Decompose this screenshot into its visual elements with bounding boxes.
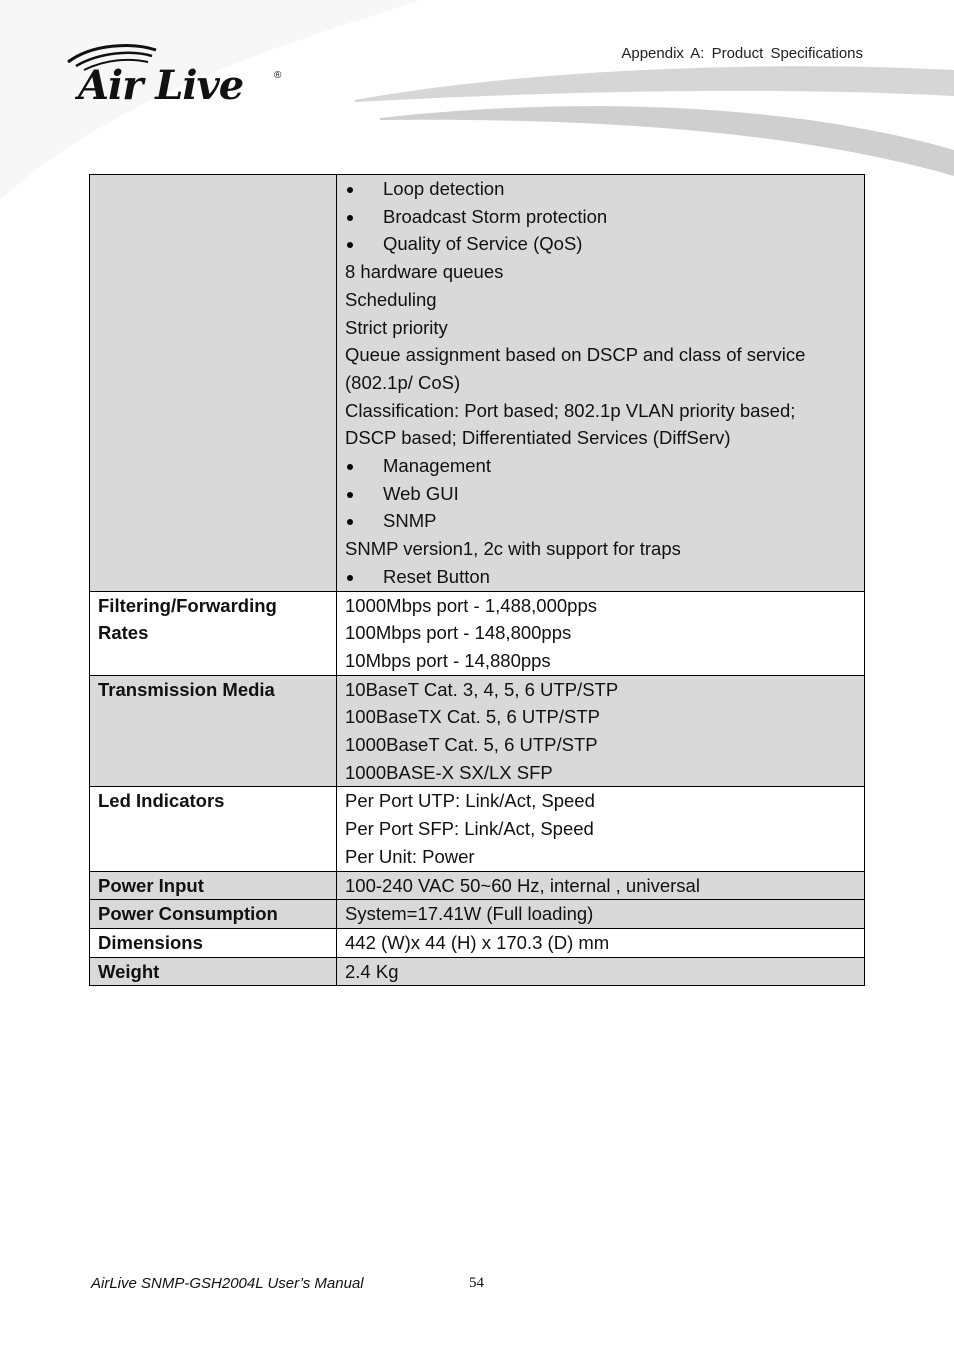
spec-label-cell — [90, 900, 337, 929]
feature-bullet-item: Loop detection — [345, 175, 856, 203]
spec-label: Power Consumption — [98, 903, 278, 925]
spec-value-cell — [337, 175, 865, 592]
spec-value-cell — [337, 928, 865, 957]
logo-wordmark: Air Live — [78, 62, 244, 109]
spec-value-cell — [337, 787, 865, 871]
footer-page-number: 54 — [469, 1275, 484, 1291]
spec-row — [90, 928, 865, 957]
spec-value: Per Unit: Power — [345, 845, 475, 867]
feature-detail-line: DSCP based; Differentiated Services (DiffServ) — [345, 427, 731, 449]
spec-label: Dimensions — [98, 931, 203, 953]
spec-row — [90, 900, 865, 929]
spec-label: Power Input — [98, 874, 204, 896]
spec-value-cell — [337, 675, 865, 787]
spec-value: Per Port UTP: Link/Act, Speed — [345, 790, 595, 812]
feature-bullet-item: SNMP — [345, 507, 856, 535]
spec-row-features — [90, 175, 865, 592]
spec-value: 100-240 VAC 50~60 Hz, internal , universal — [345, 874, 700, 896]
spec-table — [89, 174, 865, 986]
feature-detail-line: 8 hardware queues — [345, 261, 504, 283]
spec-value: 100BaseTX Cat. 5, 6 UTP/STP — [345, 706, 600, 728]
airlive-logo — [62, 40, 288, 110]
spec-value: 1000Mbps port - 1,488,000pps — [345, 594, 597, 616]
feature-detail-line: (802.1p/ CoS) — [345, 371, 461, 393]
spec-label: Weight — [98, 960, 160, 982]
spec-label: Transmission Media — [98, 678, 275, 700]
feature-detail-line: SNMP version1, 2c with support for traps — [345, 538, 681, 560]
feature-bullet-item: Reset Button — [345, 563, 856, 591]
spec-value: 10Mbps port - 14,880pps — [345, 649, 551, 671]
section-title: Appendix A: Product Specifications — [621, 45, 863, 62]
spec-label-cell — [90, 591, 337, 675]
spec-label-cell — [90, 787, 337, 871]
spec-value: 442 (W)x 44 (H) x 170.3 (D) mm — [345, 931, 610, 953]
feature-bullet-item: Quality of Service (QoS) — [345, 230, 856, 258]
spec-value: Per Port SFP: Link/Act, Speed — [345, 818, 594, 840]
spec-value: System=17.41W (Full loading) — [345, 903, 594, 925]
spec-row — [90, 675, 865, 787]
spec-value: 1000BASE-X SX/LX SFP — [345, 761, 553, 783]
spec-label-cell — [90, 928, 337, 957]
feature-detail-line: Classification: Port based; 802.1p VLAN priority based; — [345, 399, 796, 421]
feature-detail-line: Strict priority — [345, 316, 448, 338]
spec-value-cell — [337, 900, 865, 929]
spec-value: 10BaseT Cat. 3, 4, 5, 6 UTP/STP — [345, 678, 619, 700]
spec-label-cell — [90, 871, 337, 900]
feature-bullet-item: Broadcast Storm protection — [345, 203, 856, 231]
feature-bullet-item: Management — [345, 452, 856, 480]
spec-value-cell — [337, 957, 865, 986]
spec-label-cell — [90, 957, 337, 986]
spec-row — [90, 787, 865, 871]
registered-mark: ® — [274, 70, 282, 81]
feature-bullet-item: Web GUI — [345, 480, 856, 508]
feature-detail-line: Queue assignment based on DSCP and class of service — [345, 344, 806, 366]
spec-value: 1000BaseT Cat. 5, 6 UTP/STP — [345, 734, 598, 756]
spec-label: Filtering/Forwarding — [98, 594, 277, 616]
footer-manual-title: AirLive SNMP-GSH2004L User’s Manual — [91, 1275, 364, 1292]
spec-label: Led Indicators — [98, 790, 225, 812]
spec-label-cell — [90, 675, 337, 787]
spec-value: 100Mbps port - 148,800pps — [345, 622, 572, 644]
feature-detail-line: Scheduling — [345, 288, 437, 310]
spec-row — [90, 591, 865, 675]
spec-label-cell — [90, 175, 337, 592]
spec-label: Rates — [98, 622, 149, 644]
spec-value: 2.4 Kg — [345, 960, 399, 982]
spec-value-cell — [337, 591, 865, 675]
spec-value-cell — [337, 871, 865, 900]
spec-row — [90, 957, 865, 986]
spec-row — [90, 871, 865, 900]
